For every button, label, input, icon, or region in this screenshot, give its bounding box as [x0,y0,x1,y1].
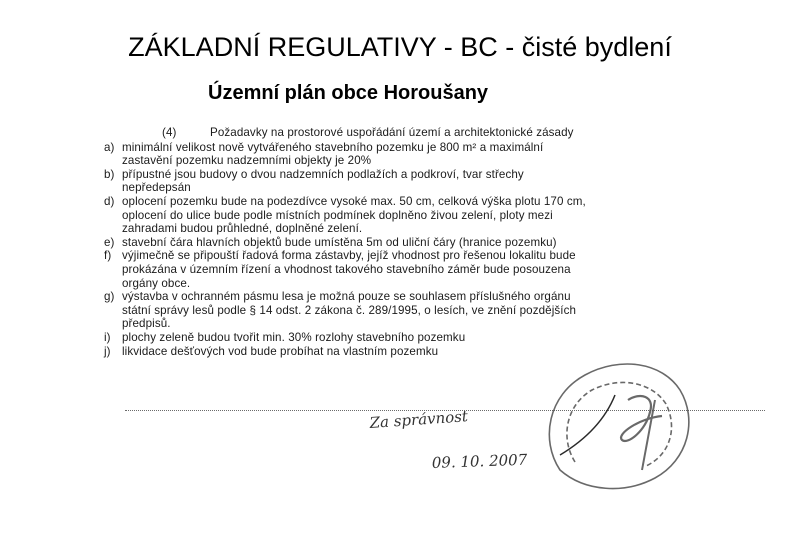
item-letter: a) [104,140,115,154]
item-letter: j) [104,344,111,358]
document-title: ZÁKLADNÍ REGULATIVY - BC - čisté bydlení [128,32,672,62]
item-letter: e) [104,235,115,249]
section-number: (4) [162,126,177,139]
item-text-line: oplocení do ulice bude podle místních podmínek doplněno živou zelení, ploty mezi [122,208,553,222]
item-text-line: nepředepsán [122,181,191,195]
item-text-line: výjimečně se připouští řadová forma zástavby, jejíž vhodnost pro řešenou lokalitu bude [122,249,576,263]
item-letter: f) [104,249,112,263]
item-letter: i) [104,330,111,344]
item-letter: b) [104,167,115,181]
section-heading-text: Požadavky na prostorové uspořádání území a architektonické zásady [210,126,574,139]
round-stamp [549,364,689,488]
item-text-line: oplocení pozemku bude na podezdívce vysoké max. 50 cm, celková výška plotu 170 cm, [122,194,586,208]
item-text-line: plochy zeleně budou tvořit min. 30% rozlohy stavebního pozemku [122,330,466,344]
item-text-line: zastavění pozemku nadzemními objekty je 20% [122,154,372,168]
item-letter: g) [104,290,115,304]
item-text-line: prokázána v územním řízení a vhodnost takového stavebního záměr bude posouzena [122,262,571,276]
item-text-line: orgány obce. [122,276,191,290]
document-subtitle: Územní plán obce Horoušany [208,82,489,104]
handwritten-note: Za správnost [369,407,469,432]
item-text-line: minimální velikost nově vytvářeného stavebního pozemku je 800 m² a maximální [122,140,544,154]
item-text-line: zahradami budou průhledné, doplněné zelení. [122,222,363,236]
item-text-line: likvidace dešťových vod bude probíhat na vlastním pozemku [122,344,439,358]
item-text-line: stavební čára hlavních objektů bude umístěna 5m od uliční čáry (hranice pozemku) [122,235,557,249]
item-text-line: státní správy lesů podle § 14 odst. 2 zákona č. 289/1995, o lesích, ve znění pozdějších [122,303,577,317]
item-text-line: přípustné jsou budovy o dvou nadzemních podlažích a podkroví, tvar střechy [122,167,524,181]
handwritten-date: 09. 10. 2007 [431,450,528,472]
item-text-line: výstavba v ochranném pásmu lesa je možná pouze se souhlasem příslušného orgánu [122,290,571,304]
item-text-line: předpisů. [122,317,171,331]
item-letter: d) [104,194,115,208]
